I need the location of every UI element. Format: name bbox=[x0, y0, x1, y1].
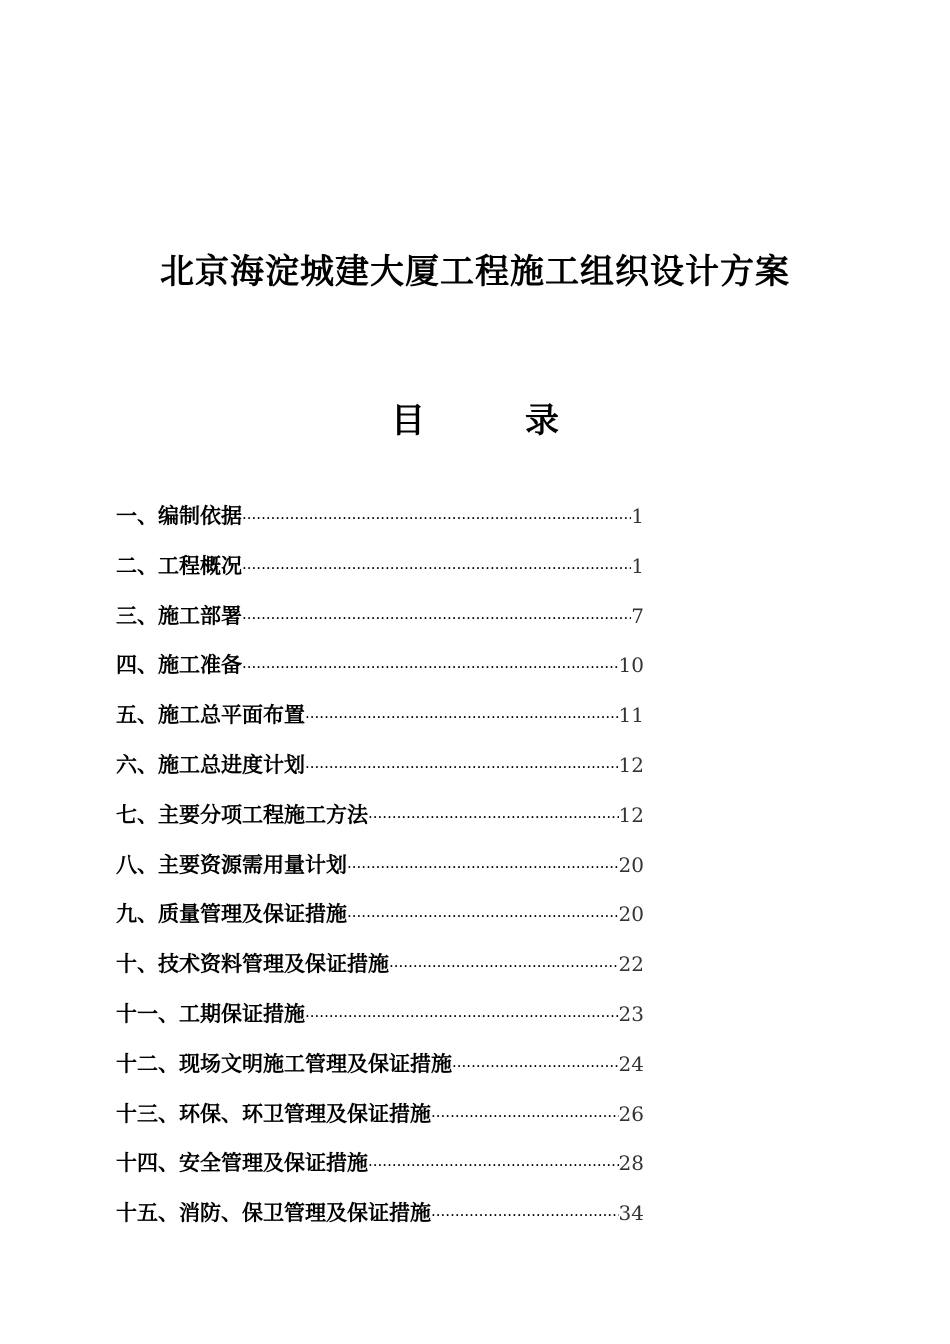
toc-item[interactable] bbox=[116, 948, 644, 998]
toc-item-page: 22 bbox=[618, 952, 644, 977]
toc-item[interactable] bbox=[116, 749, 644, 799]
toc-leader-dots bbox=[242, 609, 631, 627]
toc-item-label: 十五、消防、保卫管理及保证措施 bbox=[116, 1200, 431, 1226]
toc-item-page: 26 bbox=[618, 1101, 644, 1126]
toc-item-page: 23 bbox=[618, 1001, 644, 1026]
toc-item-page: 34 bbox=[618, 1201, 644, 1226]
toc-item[interactable] bbox=[116, 998, 644, 1048]
table-of-contents bbox=[116, 500, 644, 1247]
toc-item[interactable] bbox=[116, 1197, 644, 1247]
toc-item-page: 7 bbox=[631, 603, 644, 628]
toc-leader-dots bbox=[305, 708, 619, 726]
toc-leader-dots bbox=[242, 509, 631, 527]
toc-item[interactable] bbox=[116, 799, 644, 849]
toc-item[interactable] bbox=[116, 500, 644, 550]
toc-item-page: 28 bbox=[618, 1151, 644, 1176]
toc-leader-dots bbox=[431, 1107, 619, 1125]
toc-leader-dots bbox=[389, 957, 619, 975]
toc-item-label: 十三、环保、环卫管理及保证措施 bbox=[116, 1100, 431, 1126]
toc-item-page: 1 bbox=[631, 553, 644, 578]
document-title: 北京海淀城建大厦工程施工组织设计方案 bbox=[160, 252, 790, 292]
toc-item[interactable] bbox=[116, 550, 644, 600]
toc-leader-dots bbox=[242, 559, 631, 577]
toc-leader-dots bbox=[368, 1156, 619, 1174]
toc-item[interactable] bbox=[116, 898, 644, 948]
toc-item-label: 十四、安全管理及保证措施 bbox=[116, 1150, 368, 1176]
toc-item-page: 12 bbox=[618, 752, 644, 777]
toc-item-page: 10 bbox=[618, 653, 644, 678]
toc-leader-dots bbox=[347, 858, 619, 876]
toc-item-page: 20 bbox=[618, 852, 644, 877]
toc-item[interactable] bbox=[116, 600, 644, 650]
toc-item-page: 12 bbox=[618, 802, 644, 827]
toc-item-label: 十一、工期保证措施 bbox=[116, 1000, 305, 1026]
toc-item[interactable] bbox=[116, 649, 644, 699]
toc-heading-char-1: 目 bbox=[391, 401, 425, 441]
toc-leader-dots bbox=[368, 808, 619, 826]
toc-item-page: 1 bbox=[631, 504, 644, 528]
toc-leader-dots bbox=[452, 1057, 619, 1075]
toc-item[interactable] bbox=[116, 1048, 644, 1098]
toc-item-label: 二、工程概况 bbox=[116, 552, 242, 578]
toc-leader-dots bbox=[431, 1206, 619, 1224]
toc-item-label: 五、施工总平面布置 bbox=[116, 702, 305, 728]
toc-item-label: 九、质量管理及保证措施 bbox=[116, 901, 347, 927]
toc-item-label: 四、施工准备 bbox=[116, 652, 242, 678]
toc-leader-dots bbox=[347, 907, 619, 925]
toc-heading bbox=[0, 397, 950, 445]
toc-item-page: 20 bbox=[618, 902, 644, 927]
toc-item-label: 一、编制依据 bbox=[116, 503, 242, 528]
toc-item-label: 十、技术资料管理及保证措施 bbox=[116, 951, 389, 977]
toc-item[interactable] bbox=[116, 1098, 644, 1148]
toc-item[interactable] bbox=[116, 1147, 644, 1197]
toc-leader-dots bbox=[305, 758, 619, 776]
toc-item-page: 11 bbox=[618, 703, 644, 728]
toc-item[interactable] bbox=[116, 849, 644, 899]
toc-leader-dots bbox=[242, 658, 619, 676]
toc-item[interactable] bbox=[116, 699, 644, 749]
toc-item-label: 三、施工部署 bbox=[116, 602, 242, 628]
toc-item-page: 24 bbox=[618, 1051, 644, 1076]
toc-item-label: 八、主要资源需用量计划 bbox=[116, 851, 347, 877]
toc-leader-dots bbox=[305, 1007, 619, 1025]
toc-item-label: 十二、现场文明施工管理及保证措施 bbox=[116, 1050, 452, 1076]
toc-heading-char-2: 录 bbox=[525, 401, 559, 441]
toc-item-label: 七、主要分项工程施工方法 bbox=[116, 801, 368, 827]
toc-item-label: 六、施工总进度计划 bbox=[116, 751, 305, 777]
